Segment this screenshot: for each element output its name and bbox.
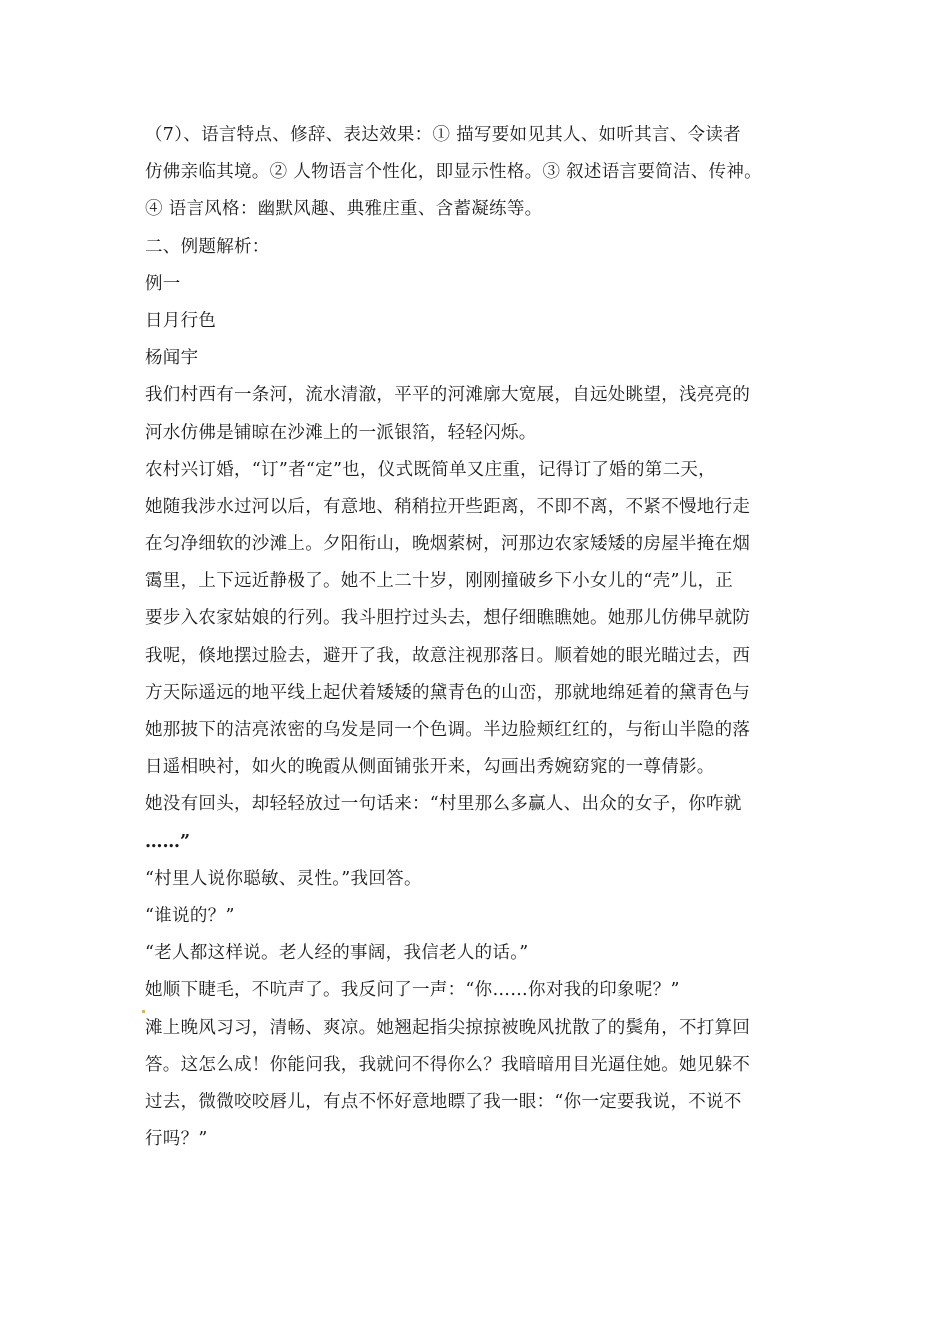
text-line: 答。这怎么成！你能问我，我就问不得你么？我暗暗用目光逼住她。她见躲不	[145, 1054, 751, 1075]
text-line: ……”	[145, 831, 191, 852]
text-line: 行吗？”	[145, 1129, 208, 1150]
text-line: 她随我涉水过河以后，有意地、稍稍拉开些距离，不即不离，不紧不慢地行走	[145, 496, 751, 517]
example-label: 例一	[145, 273, 181, 294]
text-line: 她没有回头，却轻轻放过一句话来：“村里那么多赢人、出众的女子，你咋就	[145, 794, 742, 815]
text-line: 方天际遥远的地平线上起伏着矮矮的黛青色的山峦，那就地绵延着的黛青色与	[145, 682, 751, 703]
text-line: 滩上晚风习习，清畅、爽凉。她翘起指尖掠掠被晚风扰散了的鬓角，不打算回	[145, 1017, 751, 1038]
margin-dot-mark	[142, 1010, 145, 1013]
text-line: 我们村西有一条河，流水清澈，平平的河滩廓大宽展，自远处眺望，浅亮亮的	[145, 385, 751, 406]
text-line: 过去，微微咬咬唇儿，有点不怀好意地瞟了我一眼：“你一定要我说，不说不	[145, 1091, 742, 1112]
text-line: 河水仿佛是铺晾在沙滩上的一派银箔，轻轻闪烁。	[145, 422, 537, 443]
text-line: 日遥相映衬，如火的晚霞从侧面铺张开来，勾画出秀婉窈窕的一尊倩影。	[145, 757, 715, 778]
text-line: ④ 语言风格：幽默风趣、典雅庄重、含蓄凝练等。	[145, 199, 543, 220]
dialogue-line: “村里人说你聪敏、灵性。”我回答。	[145, 868, 422, 889]
text-line: 她那披下的洁亮浓密的乌发是同一个色调。半边脸颊红红的，与衔山半隐的落	[145, 720, 751, 740]
text-line: 霭里，上下远近静极了。她不上二十岁，刚刚撞破乡下小女儿的“壳”儿，正	[145, 571, 734, 592]
text-line: 要步入农家姑娘的行列。我斗胆拧过头去，想仔细瞧瞧她。她那儿仿佛早就防	[145, 608, 751, 629]
text-line: 她顺下睫毛，不吭声了。我反问了一声：“你……你对我的印象呢？”	[145, 980, 680, 1001]
dialogue-line: “谁说的？”	[145, 905, 235, 926]
section-heading: 二、例题解析：	[145, 236, 270, 257]
document-body	[145, 117, 805, 1158]
text-line: （7）、语言特点、修辞、表达效果：① 描写要如见其人、如听其言、令读者	[145, 125, 741, 145]
dialogue-line: “老人都这样说。老人经的事阔，我信老人的话。”	[145, 943, 529, 964]
text-line: 农村兴订婚，“订”者“定”也，仪式既简单又庄重，记得订了婚的第二天，	[145, 459, 716, 480]
article-title: 日月行色	[145, 310, 217, 331]
text-line: 我呢，倏地摆过脸去，避开了我，故意注视那落日。顺着她的眼光瞄过去，西	[145, 645, 751, 666]
article-author: 杨闻宇	[145, 348, 199, 369]
text-line: 仿佛亲临其境。② 人物语言个性化，即显示性格。③ 叙述语言要简洁、传神。	[145, 162, 762, 183]
text-line: 在匀净细软的沙滩上。夕阳衔山，晚烟萦树，河那边农家矮矮的房屋半掩在烟	[145, 534, 751, 555]
